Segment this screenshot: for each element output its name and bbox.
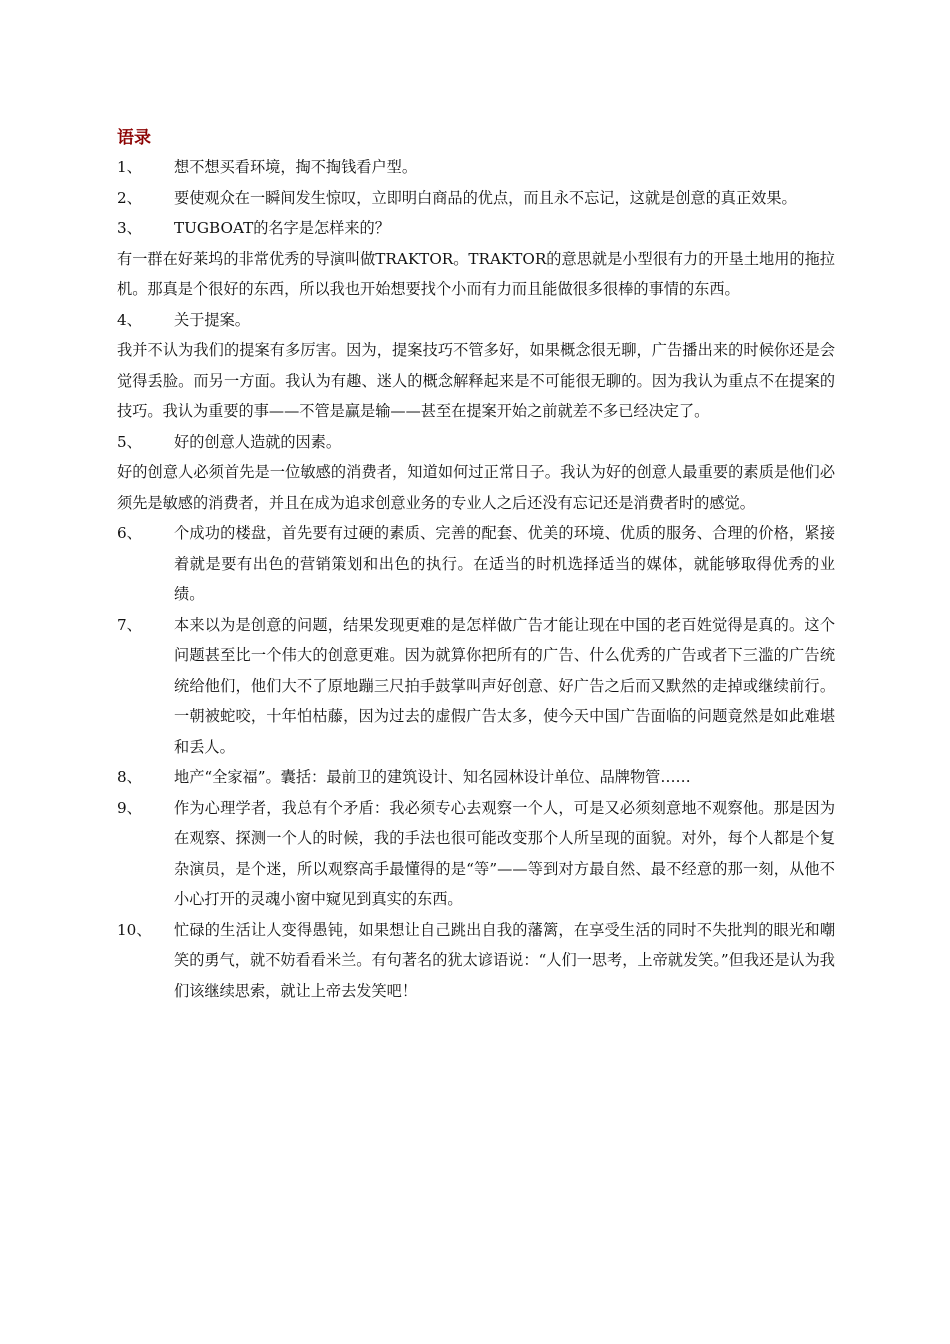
list-item (117, 793, 835, 915)
paragraph: 有一群在好莱坞的非常优秀的导演叫做TRAKTOR。TRAKTOR的意思就是小型很有力的开垦土地用的拖拉机。那真是个很好的东西，所以我也开始想要找个小而有力而且能做很多很棒的事情的东西。 (117, 249, 835, 298)
list-item (117, 152, 835, 183)
list-item (117, 610, 835, 763)
item-text: 好的创意人造就的因素。 (174, 432, 342, 451)
item-number: 1、 (117, 158, 142, 176)
paragraph: 我并不认为我们的提案有多厉害。因为，提案技巧不管多好，如果概念很无聊，广告播出来的时候你还是会觉得丢脸。而另一方面。我认为有趣、迷人的概念解释起来是不可能很无聊的。因为我认为重点不在提案的技巧。我认为重要的事——不管是赢是输——甚至在提案开始之前就差不多已经决定了。 (117, 341, 835, 420)
list-item (117, 213, 835, 244)
item-number: 5、 (117, 432, 142, 451)
item-text: 忙碌的生活让人变得愚钝，如果想让自己跳出自我的藩篱，在享受生活的同时不失批判的眼光和嘲笑的勇气，就不妨看看米兰。有句著名的犹太谚语说：“人们一思考，上帝就发笑。”但我还是认为我们该继续思索，就让上帝去发笑吧！ (174, 920, 835, 1000)
item-text: TUGBOAT的名字是怎样来的？ (174, 219, 390, 237)
item-text: 关于提案。 (174, 310, 250, 329)
item-number: 9、 (117, 798, 142, 817)
list-item (117, 305, 835, 336)
item-number: 7、 (117, 615, 142, 634)
item-text: 想不想买看环境，掏不掏钱看户型。 (174, 158, 417, 176)
item-number: 3、 (117, 219, 142, 237)
list-item (117, 183, 835, 214)
item-text: 作为心理学者，我总有个矛盾：我必须专心去观察一个人，可是又必须刻意地不观察他。那是因为在观察、探测一个人的时候，我的手法也很可能改变那个人所呈现的面貌。对外，每个人都是个复杂演员，是个迷，所以观察高手最懂得的是“等”——等到对方最自然、最不经意的那一刻，从他不小心打开的灵魂小窗中窥见到真实的东西。 (174, 798, 835, 908)
list-item (117, 518, 835, 610)
item-number: 4、 (117, 310, 142, 329)
item-number: 2、 (117, 188, 142, 207)
list-item (117, 427, 835, 458)
item-text: 要使观众在一瞬间发生惊叹，立即明白商品的优点，而且永不忘记，这就是创意的真正效果。 (174, 188, 797, 207)
item-number: 6、 (117, 524, 142, 542)
item-number: 8、 (117, 768, 142, 786)
item-text: 本来以为是创意的问题，结果发现更难的是怎样做广告才能让现在中国的老百姓觉得是真的。这个问题甚至比一个伟大的创意更难。因为就算你把所有的广告、什么优秀的广告或者下三滥的广告统统给他们，他们大不了原地蹦三尺拍手鼓掌叫声好创意、好广告之后而又默然的走掉或继续前行。一朝被蛇咬，十年怕枯藤，因为过去的虚假广告太多，使今天中国广告面临的问题竟然是如此难堪和丢人。 (174, 615, 835, 756)
item-number: 10、 (117, 920, 152, 939)
list-item (117, 762, 835, 793)
list-item (117, 915, 835, 1007)
paragraph: 好的创意人必须首先是一位敏感的消费者，知道如何过正常日子。我认为好的创意人最重要的素质是他们必须先是敏感的消费者，并且在成为追求创意业务的专业人之后还没有忘记还是消费者时的感觉。 (117, 463, 835, 512)
item-text: 个成功的楼盘，首先要有过硬的素质、完善的配套、优美的环境、优质的服务、合理的价格，紧接着就是要有出色的营销策划和出色的执行。在适当的时机选择适当的媒体，就能够取得优秀的业绩。 (174, 524, 835, 603)
page-title: 语录 (117, 128, 151, 148)
item-text: 地产“全家福”。囊括：最前卫的建筑设计、知名园林设计单位、品牌物管…… (174, 768, 691, 786)
quote-list (117, 152, 835, 1006)
